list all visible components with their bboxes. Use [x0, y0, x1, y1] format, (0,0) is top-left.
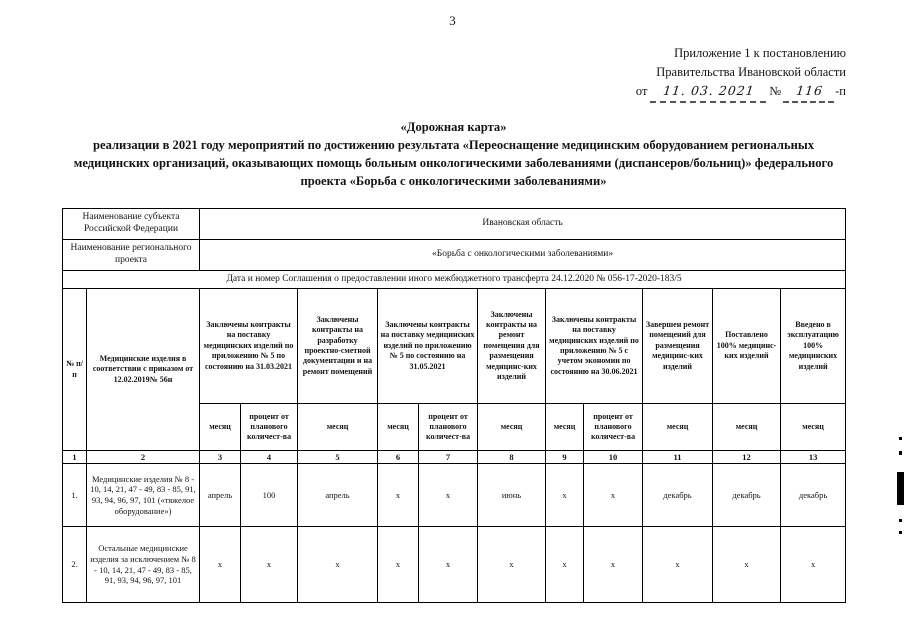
agreement-text: Дата и номер Соглашения о предоставлении иного межбюджетного трансферта 24.12.2020 № 056-17-2020-183/5 [63, 271, 846, 289]
cell: апрель [200, 464, 241, 527]
cell: x [419, 464, 478, 527]
cell: x [478, 527, 546, 603]
cell: x [781, 527, 846, 603]
roadmap-table [62, 208, 846, 603]
cell: x [419, 527, 478, 603]
header-group-row [63, 289, 846, 404]
page-number: 3 [449, 13, 456, 28]
header-group-supply-31-05: Заключены контракты на поставку медицинских изделий по приложению № 5 по состоянию на 31.05.2021 [378, 289, 478, 404]
col-number: 4 [241, 451, 298, 464]
scan-artifact [899, 451, 902, 455]
subheader-month: месяц [713, 404, 781, 451]
appendix-block [636, 44, 846, 102]
cell: x [378, 464, 419, 527]
number-suffix: -п [835, 83, 846, 98]
subheader-percent: процент от планового количест-ва [241, 404, 298, 451]
cell: x [546, 464, 584, 527]
scan-artifact [899, 519, 902, 522]
roadmap-table-wrap [62, 208, 846, 603]
subheader-month: месяц [478, 404, 546, 451]
scan-artifact [897, 472, 904, 505]
cell: апрель [298, 464, 378, 527]
col-number: 10 [584, 451, 643, 464]
row-name: Медицинские изделия № 8 - 10, 14, 21, 47 - 49, 83 - 85, 91, 93, 94, 96, 97, 101 («тяжелое оборудование») [87, 464, 200, 527]
col-number: 12 [713, 451, 781, 464]
project-label: Наименование регионального проекта [63, 240, 200, 271]
header-group-delivered: Поставлено 100% медицинс-ких изделий [713, 289, 781, 404]
cell: x [200, 527, 241, 603]
col-number: 5 [298, 451, 378, 464]
cell: x [713, 527, 781, 603]
header-group-repair-done: Завершен ремонт помещений для размещения медицинс-ких изделий [643, 289, 713, 404]
project-row [63, 240, 846, 271]
column-number-row [63, 451, 846, 464]
header-group-repair-contracts: Заключены контракты на ремонт помещения для размещения медицинс-ких изделий [478, 289, 546, 404]
subheader-month: месяц [378, 404, 419, 451]
subheader-month: месяц [781, 404, 846, 451]
col-number: 3 [200, 451, 241, 464]
appendix-line-1: Приложение 1 к постановлению [674, 46, 846, 60]
cell: x [378, 527, 419, 603]
cell: x [643, 527, 713, 603]
subject-value: Ивановская область [200, 209, 846, 240]
row-number: 1. [63, 464, 87, 527]
header-num: № п/п [63, 289, 87, 451]
subheader-month: месяц [643, 404, 713, 451]
table-row [63, 527, 846, 603]
cell: декабрь [643, 464, 713, 527]
subheader-month: месяц [298, 404, 378, 451]
cell: 100 [241, 464, 298, 527]
cell: декабрь [713, 464, 781, 527]
subheader-month: месяц [546, 404, 584, 451]
handwritten-number: 116 [783, 82, 836, 103]
subject-row [63, 209, 846, 240]
row-name: Остальные медицинские изделия за исключением № 8 - 10, 14, 21, 47 - 49, 83 - 85, 91, 93, 94, 96, 97, 101 [87, 527, 200, 603]
col-number: 11 [643, 451, 713, 464]
col-number: 7 [419, 451, 478, 464]
title-line-1: «Дорожная карта» [400, 120, 507, 134]
document-title [66, 119, 841, 191]
cell: июнь [478, 464, 546, 527]
subject-label: Наименование субъекта Российской Федерации [63, 209, 200, 240]
header-group-supply-31-03: Заключены контракты на поставку медицинских изделий по приложению № 5 по состоянию на 31.03.2021 [200, 289, 298, 404]
col-number: 6 [378, 451, 419, 464]
header-group-commissioned: Введено в эксплуатацию 100% медицинских изделий [781, 289, 846, 404]
scan-artifact [899, 437, 902, 440]
col-number: 2 [87, 451, 200, 464]
cell: x [298, 527, 378, 603]
header-items: Медицинские изделия в соответствии с приказом от 12.02.2019№ 56н [87, 289, 200, 451]
col-number: 9 [546, 451, 584, 464]
handwritten-date: 11. 03. 2021 [649, 82, 767, 103]
project-value: «Борьба с онкологическими заболеваниями» [200, 240, 846, 271]
subheader-percent: процент от планового количест-ва [584, 404, 643, 451]
cell: x [241, 527, 298, 603]
scan-artifact [899, 531, 902, 534]
cell: x [546, 527, 584, 603]
title-line-2: реализации в 2021 году мероприятий по достижению результата «Переоснащение медицинским оборудованием региональных медицинских организаций, оказывающих помощь больным онкологическими заболеваниями (диспансеров/больниц)» федерального проекта «Борьба с онкологическими заболеваниями» [73, 137, 834, 188]
col-number: 1 [63, 451, 87, 464]
col-number: 8 [478, 451, 546, 464]
row-number: 2. [63, 527, 87, 603]
appendix-line-2: Правительства Ивановской области [656, 64, 846, 79]
number-sign: № [769, 83, 782, 98]
appendix-signature-line [636, 82, 846, 103]
table-row [63, 464, 846, 527]
cell: x [584, 464, 643, 527]
header-group-supply-30-06: Заключены контракты на поставку медицинских изделий по приложению № 5 с учетом экономии по состоянию на 30.06.2021 [546, 289, 643, 404]
from-label: от [635, 83, 648, 98]
header-group-design-docs: Заключены контракты на разработку проектно-сметной документации и на ремонт помещений [298, 289, 378, 404]
subheader-percent: процент от планового количест-ва [419, 404, 478, 451]
cell: декабрь [781, 464, 846, 527]
agreement-row [63, 271, 846, 289]
cell: x [584, 527, 643, 603]
col-number: 13 [781, 451, 846, 464]
subheader-month: месяц [200, 404, 241, 451]
